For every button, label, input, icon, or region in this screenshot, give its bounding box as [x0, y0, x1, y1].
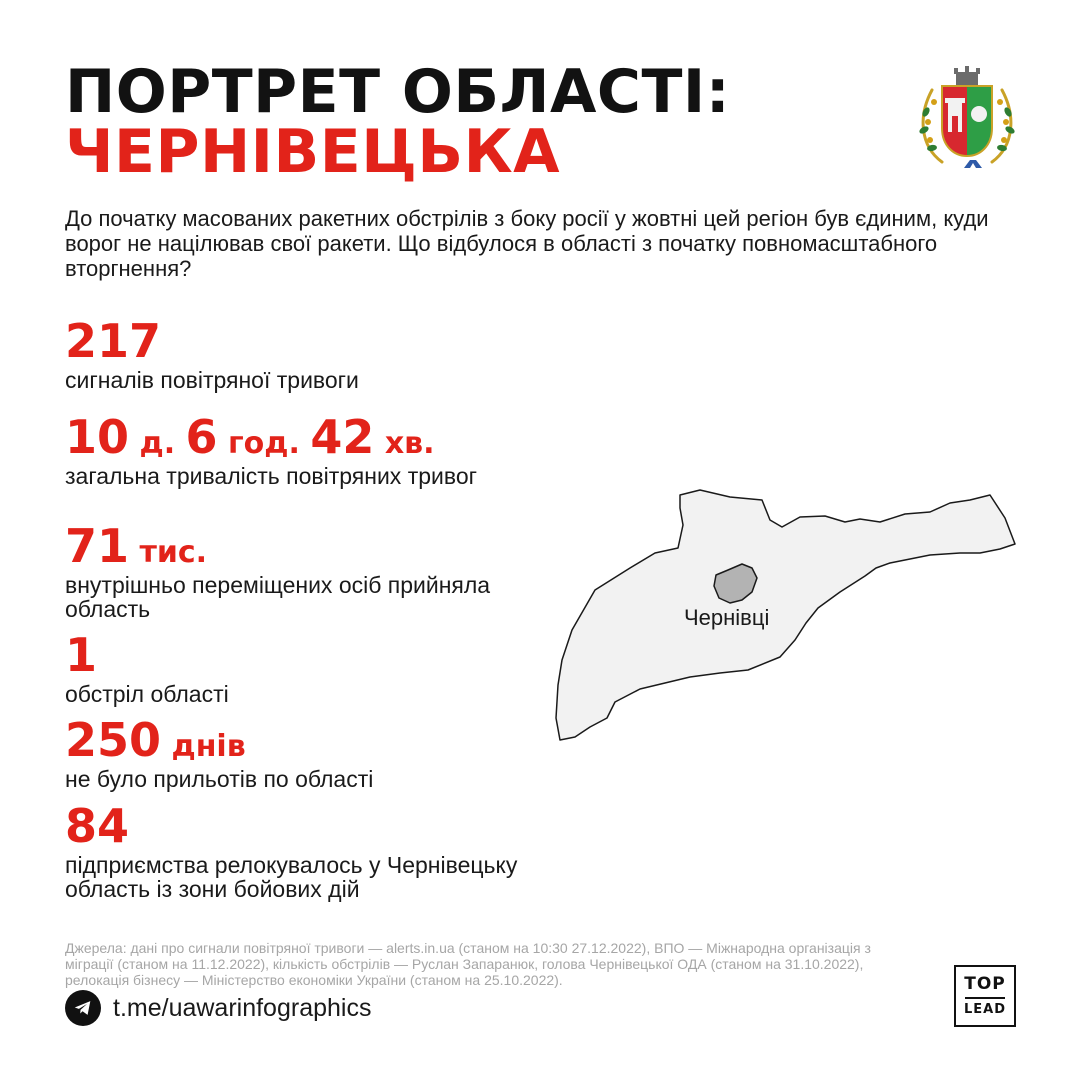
- logo-divider: [965, 997, 1005, 999]
- intro-text: До початку масованих ракетних обстрілів з боку росії у жовтні цей регіон був єдиним, куди ворог не націлював свої ракети. Що відбулося в області з початку повномасштабного вторгнення?: [65, 206, 989, 281]
- stat-air-alerts: [65, 314, 525, 393]
- stat-number: 42: [310, 410, 375, 464]
- logo-text-bottom: LEAD: [963, 1002, 1007, 1017]
- telegram-link[interactable]: t.me/uawarinfographics: [113, 993, 372, 1022]
- stat-unit: д.: [129, 426, 186, 461]
- stat-unit: год.: [217, 426, 311, 461]
- stat-number: 6: [185, 410, 218, 464]
- stat-alert-duration-label: загальна тривалість повітряних тривог: [65, 463, 478, 489]
- oblast-outline: [556, 490, 1015, 740]
- stat-shelling-value: [65, 628, 525, 682]
- stat-relocated-business-label: підприємства релокувалось у Чернівецьку область із зони бойових дій: [65, 852, 518, 902]
- stat-number: 10: [65, 410, 130, 464]
- telegram-icon[interactable]: [65, 990, 101, 1026]
- stat-number: 1: [65, 628, 98, 682]
- stat-relocated-business: [65, 799, 525, 902]
- telegram-channel[interactable]: [65, 990, 371, 1026]
- stat-shelling: [65, 628, 525, 707]
- stat-unit: тис.: [129, 535, 208, 570]
- stat-number: 217: [65, 314, 162, 368]
- stat-unit: хв.: [374, 426, 435, 461]
- stat-idp-value: [65, 519, 525, 573]
- stat-relocated-business-value: [65, 799, 525, 853]
- stat-number: 84: [65, 799, 130, 853]
- stat-number: 250: [65, 713, 162, 767]
- page-title-line-1: ПОРТРЕТ ОБЛАСТІ:: [65, 57, 731, 127]
- stat-alert-duration: [65, 410, 525, 489]
- page-title-region: ЧЕРНІВЕЦЬКА: [65, 117, 561, 187]
- stat-air-alerts-label: сигналів повітряної тривоги: [65, 367, 359, 393]
- toplead-logo: [954, 965, 1016, 1027]
- stat-no-strikes: [65, 713, 525, 792]
- stat-alert-duration-value: [65, 410, 525, 464]
- stat-idp: [65, 519, 525, 622]
- logo-text-top: TOP: [964, 974, 1006, 994]
- sources-note: Джерела: дані про сигнали повітряної тривоги — alerts.in.ua (станом на 10:30 27.12.2022), ВПО — Міжнародна організація з міграції (станом на 11.12.2022), кількість обстрілів — Руслан Запаранюк, голова Чернівецької ОДА (станом на 31.10.2022), релокація бізнесу — Міністерство економіки України (станом на 25.10.2022).: [65, 940, 871, 988]
- stat-idp-label: внутрішньо переміщених осіб прийняла область: [65, 572, 491, 622]
- chernivtsi-oblast-map: [550, 478, 1020, 743]
- stat-no-strikes-value: [65, 713, 525, 767]
- stat-number: 71: [65, 519, 130, 573]
- stat-unit: днів: [161, 729, 246, 764]
- stat-shelling-label: обстріл області: [65, 681, 229, 707]
- region-coat-of-arms-icon: [912, 64, 1022, 174]
- stat-no-strikes-label: не було прильотів по області: [65, 766, 374, 792]
- city-label-chernivtsi: Чернівці: [684, 605, 770, 630]
- stat-air-alerts-value: [65, 314, 525, 368]
